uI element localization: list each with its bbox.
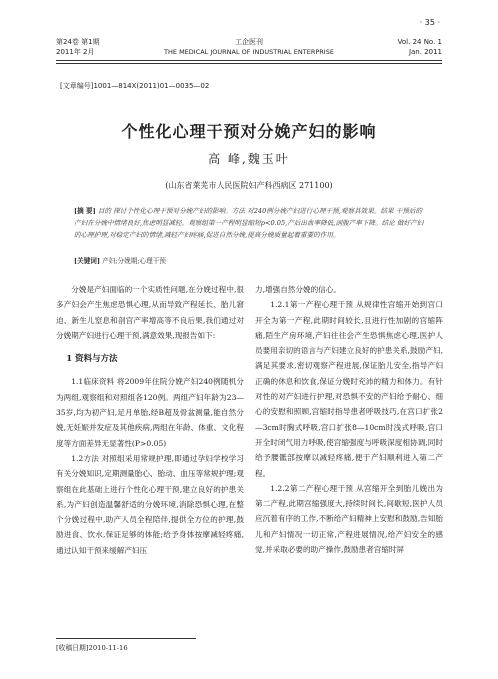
header-rule-bottom <box>56 63 442 64</box>
left-column <box>56 282 244 558</box>
authors: 高 峰,魏玉叶 <box>208 152 290 166</box>
right-column <box>255 282 443 557</box>
section-heading-materials-methods: 1 资料与方法 <box>66 354 118 365</box>
paragraph-continuation: 力,增强自然分娩的信心。 <box>255 285 341 294</box>
header-date: 2011年 2月 <box>56 48 95 56</box>
paragraph-methods: 1.2方法 对照组采用常规护理,即通过孕妇学校学习有关分娩知识,定期测量胎心、胎动、血压等常规护理;观察组在此基础上进行个性化心理干预,建立良好的护患关系,为产妇创造温馨舒适的分娩环境,消除恐惧心理,在整个分娩过程中,助产人员全程陪伴,提供全方位的护理,鼓励进食、饮水,保证足够的体能;给予身体按摩减轻疼痛,通过认知干预来缓解产妇压 <box>56 453 244 555</box>
footnote-rule <box>56 638 196 639</box>
keywords-label: [关键词] <box>74 257 101 265</box>
page-number: · 35 · <box>419 18 440 27</box>
intro-paragraph: 分娩是产妇面临的一个实质性问题,在分娩过程中,很多产妇会产生焦虑恐惧心理,从而导致产程延长、胎儿窘迫、新生儿窒息和剖宫产率增高等不良后果,我们通过对分娩期产妇进行心理干预,满意效果,现报告如下: <box>56 285 244 340</box>
affiliation: (山东省莱芜市人民医院妇产科西病区 271100) <box>165 181 333 190</box>
keywords <box>74 255 166 265</box>
abstract-text: 目的 探讨个性化心理干预对分娩产妇的影响。方法 对240例分娩产妇进行心理干预,观察其效果。结果 干预后的产妇在分娩中情绪良好,焦虑明显减轻。观察组第一产程明显缩短p<0.05,产后出血率降低,剖腹产率下降。结论 做好产妇的心理护理,对稳定产妇的情绪,减轻产妇疼痛,促进自然分娩,提高分娩质量起着重要的作用。 <box>74 207 424 239</box>
paragraph-first-stage: 1.2.1第一产程心理干预 从规律性宫缩开始到宫口开全为第一产程,此期时间较长,且进行性加剧的宫缩阵痛,陌生产房环境,产妇往往会产生恐惧焦虑心理,医护人员要用亲切的语言与产妇建立良好的护患关系,鼓励产妇,满足其要求,密切观察产程进展,保证胎儿安全,指导产妇正确的休息和饮食,保证分娩时充沛的精力和体力。有针对性的对产妇进行护理,对恐惧不安的产妇给予耐心、细心的安慰和照顾,宫缩时指导患者呼吸技巧,在宫口扩张2—3cm时胸式呼吸,宫口扩张8—10cm时浅式呼吸,宫口开全时闭气用力呼吸,使宫缩强度与呼吸深度相协调,同时给予腰骶部按摩以减轻疼痛,便于产妇顺利进入第二产程。 <box>255 300 443 478</box>
paragraph-second-stage: 1.2.2第二产程心理干预 从宫缩开全到胎儿娩出为第二产程,此期宫缩强度大,持续时间长,间歇短,医护人员应沉着有序的工作,不断给产妇精神上安慰和鼓励,告知胎儿和产妇情况一切正常,产程进展情况,给产妇安全的感觉,并采取必要的助产操作,鼓励患者宫缩时屏 <box>255 483 443 555</box>
header-month-year: Jan. 2011 <box>408 48 442 56</box>
header-volume-issue: 第24卷 第1期 <box>56 38 100 46</box>
abstract <box>74 205 424 241</box>
received-date: [收稿日期]2010-11-16 <box>56 644 128 652</box>
abstract-label: [摘 要] <box>74 207 96 215</box>
header-vol-no: Vol. 24 No. 1 <box>397 38 442 46</box>
paragraph-clinical-data: 1.1临床资料 将2009年住院分娩产妇240例随机分为两组,观察组和对照组各120例。两组产妇年龄为23—35岁,均为初产妇,足月单胎,经B超及骨盆测量,能自然分娩,无妊娠并发症及其他疾病,两组在年龄、体重、文化程度等方面差异无显著性(P>0.05) <box>56 377 244 448</box>
header-journal-en: THE MEDICAL JOURNAL OF INDUSTRIAL ENTERPRISE <box>164 48 334 56</box>
keywords-text: 产妇;分娩期;心理干预 <box>102 257 166 265</box>
header-rule-top <box>56 60 442 61</box>
header-journal-cn: 工企医刊 <box>235 38 263 46</box>
article-code: [文章编号]1001—814X(2011)01—0035—02 <box>60 82 210 90</box>
article-title: 个性化心理干预对分娩产妇的影响 <box>121 122 377 141</box>
